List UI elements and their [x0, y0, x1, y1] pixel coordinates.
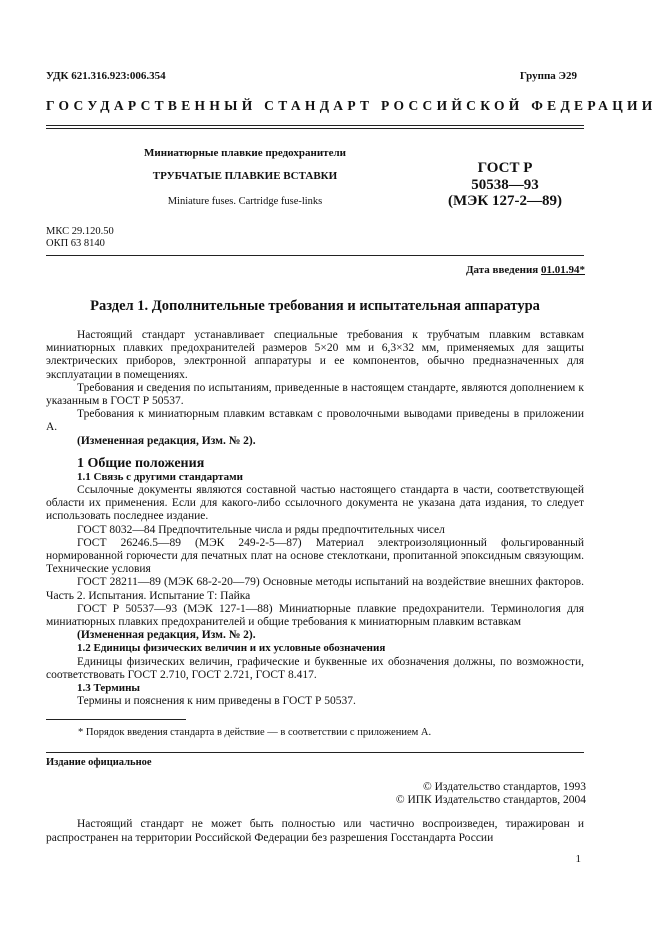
- heading-terms: 1.3 Термины: [77, 682, 141, 695]
- standard-line-1: ГОСТ Р: [477, 160, 533, 176]
- body-text: [46, 329, 584, 708]
- reproduction-notice: [46, 818, 584, 845]
- paragraph: Настоящий стандарт устанавливает специальные требования к трубчатым плавким вставкам миниатюрных плавких предохранителей размеров 5×20 мм и 6,3×32 мм, применяемых для защиты электрических приборов, электронной аппаратуры и ее компонентов, обычно предназначенных для эксплуатации в помещениях.: [46, 329, 584, 381]
- paragraph: Единицы физических величин, графические и буквенные их обозначения должны, по возможности, соответствовать ГОСТ 2.710, ГОСТ 2.721, ГОСТ 8.417.: [46, 655, 584, 681]
- main-title: ТРУБЧАТЫЕ ПЛАВКИЕ ВСТАВКИ: [152, 170, 338, 182]
- standard-line-2: 50538—93: [471, 176, 539, 193]
- state-standard-banner: ГОСУДАРСТВЕННЫЙ СТАНДАРТ РОССИЙСКОЙ ФЕДЕРАЦИИ: [46, 98, 657, 113]
- okp-code: ОКП 63 8140: [46, 238, 105, 249]
- reference-item: ГОСТ Р 50537—93 (МЭК 127-1—88) Миниатюрные плавкие предохранители. Терминология для миниатюрных плавких предохранителей и общие требования к миниатюрным плавким вставкам: [46, 602, 584, 629]
- heading-general-provisions: 1 Общие положения: [77, 455, 205, 471]
- edition-rule: [46, 752, 584, 753]
- reference-item: ГОСТ 26246.5—89 (МЭК 249-2-5—87) Материал электроизоляционный фольгированный нормированной горючести для печатных плат на основе стеклоткани, пропитанной эпоксидным связующим. Технические условия: [46, 536, 584, 576]
- footnote-rule: [46, 719, 186, 720]
- english-title: Miniature fuses. Cartridge fuse-links: [167, 196, 323, 207]
- section-title: Раздел 1. Дополнительные требования и испытательная аппаратура: [90, 298, 540, 314]
- official-edition: Издание официальное: [46, 757, 152, 768]
- standard-line-3: (МЭК 127-2—89): [448, 193, 562, 209]
- footnote-text: * Порядок введения стандарта в действие — в соответствии с приложением А.: [78, 727, 432, 738]
- top-rule-2: [46, 128, 584, 129]
- notice-text: Настоящий стандарт не может быть полностью или частично воспроизведен, тиражирован и распространен на территории Российской Федерации без разрешения Госстандарта России: [46, 818, 584, 844]
- page-number: 1: [575, 853, 581, 865]
- introduction-date: [466, 264, 585, 276]
- standard-number: [420, 160, 590, 210]
- heading-physical-units: 1.2 Единицы физических величин и их условные обозначения: [77, 642, 386, 655]
- heading-related-standards: 1.1 Связь с другими стандартами: [77, 470, 243, 483]
- footnote: [46, 727, 584, 738]
- copyright-block: [360, 781, 586, 807]
- group-code: Группа Э29: [519, 70, 577, 82]
- paragraph: Ссылочные документы являются составной частью настоящего стандарта в части, соответствующей области их применения. Если для какого-либо ссылочного документа не указана дата издания, то следует использовать последнее издание.: [46, 484, 584, 523]
- copyright-line-2: © ИПК Издательство стандартов, 2004: [395, 794, 586, 806]
- reference-item: ГОСТ 8032—84 Предпочтительные числа и ряды предпочтительных чисел: [77, 523, 445, 536]
- amendment-note: (Измененная редакция, Изм. № 2).: [77, 629, 256, 642]
- paragraph: Требования и сведения по испытаниям, приведенные в настоящем стандарте, являются дополнением к указанным в ГОСТ Р 50537.: [46, 381, 584, 408]
- introduction-date-label: Дата введения: [465, 264, 539, 276]
- paragraph: Термины и пояснения к ним приведены в ГОСТ Р 50537.: [77, 695, 356, 708]
- introduction-date-value: 01.01.94*: [541, 264, 585, 276]
- mks-code: МКС 29.120.50: [46, 226, 114, 237]
- udk-code: УДК 621.316.923:006.354: [46, 70, 166, 82]
- subject-title: Миниатюрные плавкие предохранители: [144, 147, 346, 159]
- paragraph: Требования к миниатюрным плавким вставкам с проволочными выводами приведены в приложении А.: [46, 408, 584, 434]
- top-rule-1: [46, 125, 584, 126]
- amendment-note: (Измененная редакция, Изм. № 2).: [77, 434, 256, 447]
- classification-codes: [46, 226, 114, 250]
- copyright-line-1: © Издательство стандартов, 1993: [422, 781, 586, 793]
- reference-item: ГОСТ 28211—89 (МЭК 68-2-20—79) Основные методы испытаний на воздействие внешних факторов. Часть 2. Испытания. Испытание Т: Пайка: [46, 576, 584, 602]
- codes-rule: [46, 255, 584, 256]
